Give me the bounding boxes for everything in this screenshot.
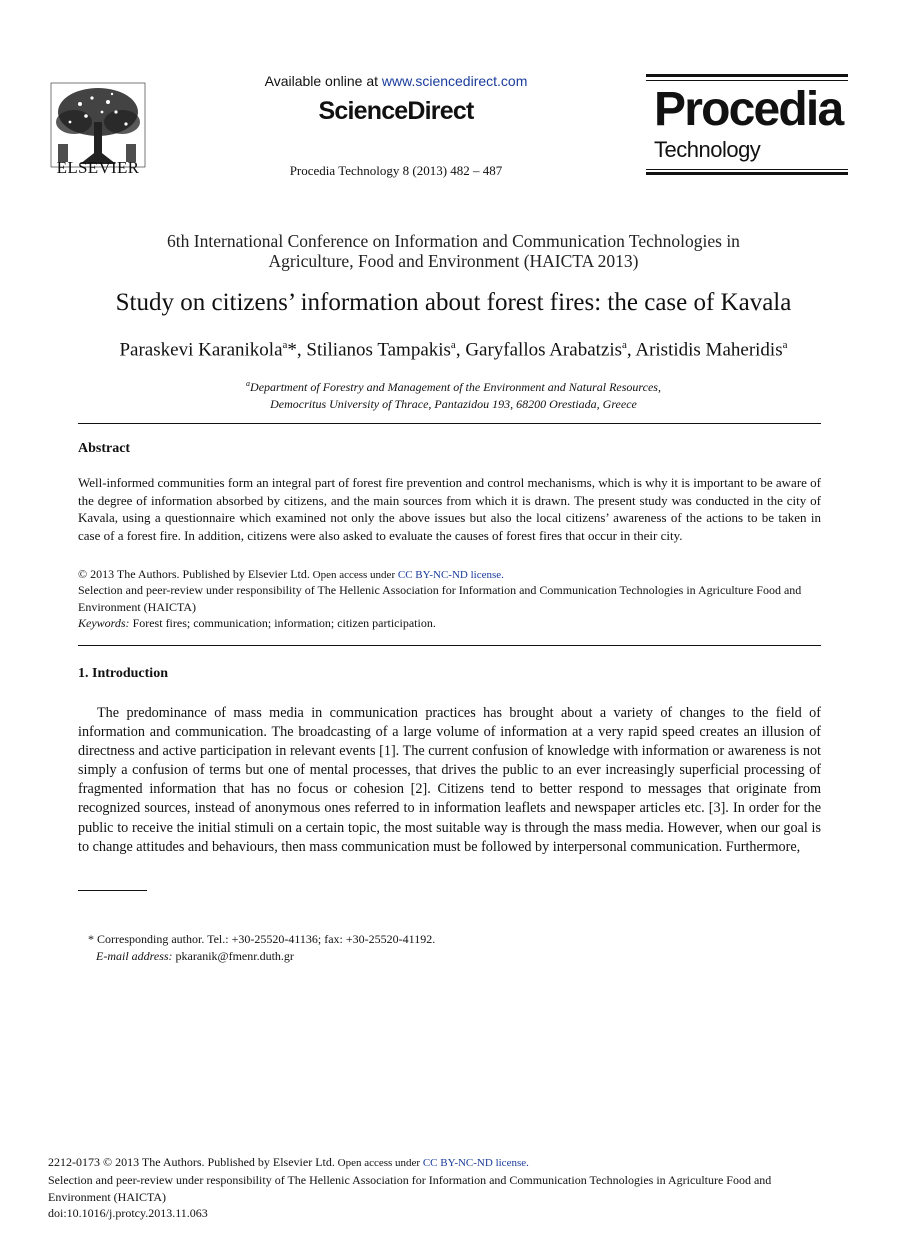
procedia-bottom-thin-bar [646, 169, 848, 170]
footer-peer-review: Selection and peer-review under responsibility of The Hellenic Association for Information and Communication Technologies in Agriculture Food and Environment (HAICTA) [48, 1172, 772, 1204]
corresponding-author-contact: * Corresponding author. Tel.: +30-25520-41136; fax: +30-25520-41192. [88, 932, 436, 946]
author-affiliation-mark: a [782, 339, 788, 351]
procedia-top-bar [646, 74, 848, 77]
introduction-text: The predominance of mass media in communication practices has brought about a variety of changes to the field of information and communication. The broadcasting of a large volume of information at a very rapid speed creates an illusion of directness and active participation in relevant events [1]. The current confusion of knowledge with information or awareness is not simply a confusion of terms but one of mental processes, that drives the public to an ever increasingly superficial processing of fragmented information that has no focus or cohesion [2]. Citizens tend to better respond to messages that originate from recognized sources, instead of anonymous ones referred to in information leaflets and newspaper articles etc. [3]. In order for the public to receive the initial stimuli on a certain topic, the most suitable way is through the mass media. However, when our goal is to change attitudes and behaviours, then mass communication must be followed by interpersonal communication. Furthermore, [78, 705, 821, 855]
author-affiliation [100, 376, 807, 412]
keywords-list: Forest fires; communication; information; citizen participation. [129, 616, 436, 630]
author-name: Stilianos Tampakis [306, 339, 451, 361]
corresponding-author-footnote [88, 931, 788, 964]
abstract-bottom-rule [78, 645, 821, 646]
keywords-line [78, 615, 821, 632]
email-label: E-mail address: [96, 948, 173, 963]
sciencedirect-url-link[interactable]: www.sciencedirect.com [381, 73, 528, 89]
author-separator: , [626, 339, 636, 361]
license-link[interactable]: CC BY-NC-ND license. [397, 569, 504, 581]
issn-copyright-line: 2212-0173 © 2013 The Authors. Published by Elsevier Ltd. Open access under CC BY-NC-ND license. [48, 1155, 529, 1169]
conference-line-2: Agriculture, Food and Environment (HAICTA 2013) [268, 251, 639, 271]
procedia-bottom-bar [646, 172, 848, 175]
abstract-top-rule [78, 423, 821, 424]
affiliation-mark: a [246, 379, 251, 388]
copyright-line: © 2013 The Authors. Published by Elsevier Ltd. Open access under CC BY-NC-ND license. [78, 567, 504, 581]
paper-title: Study on citizens’ information about forest fires: the case of Kavala [115, 289, 792, 316]
author-affiliation-mark: a [622, 339, 627, 351]
author-separator: *, [287, 339, 307, 361]
procedia-wordmark: Procedia [654, 83, 843, 136]
abstract-heading: Abstract [78, 441, 131, 456]
author-affiliation-mark: a [450, 339, 456, 351]
footer-license-link[interactable]: CC BY-NC-ND license. [422, 1157, 529, 1169]
elsevier-wordmark: ELSEVIER [56, 158, 140, 177]
author-name: Garyfallos Arabatzis [465, 339, 623, 361]
author-name: Paraskevi Karanikola [119, 339, 283, 361]
peer-review-statement: Selection and peer-review under responsibility of The Hellenic Association for Information and Communication Technologies in Agriculture Food and Environment (HAICTA) [78, 583, 802, 614]
author-affiliation-mark: a [282, 339, 288, 351]
conference-line-1: 6th International Conference on Information and Communication Technologies in [167, 231, 740, 251]
available-online-line [200, 73, 592, 89]
doi-link[interactable]: doi:10.1016/j.protcy.2013.11.063 [48, 1206, 208, 1221]
author-list [40, 339, 867, 361]
journal-citation: Procedia Technology 8 (2013) 482 – 487 [289, 163, 503, 178]
sciencedirect-wordmark: ScienceDirect [318, 97, 474, 125]
technology-wordmark: Technology [654, 137, 761, 162]
introduction-heading: 1. Introduction [78, 666, 168, 681]
available-prefix: Available online at [264, 73, 382, 89]
procedia-top-thin-bar [646, 80, 848, 81]
affiliation-line-2: Democritus University of Thrace, Pantazidou 193, 68200 Orestiada, Greece [270, 396, 637, 411]
author-name: Aristidis Maheridis [635, 339, 783, 361]
conference-name [60, 231, 847, 271]
publication-footer [48, 1154, 828, 1222]
affiliation-line-1: $^a$Department of Forestry and Management of the Environment and Natural Resources, [246, 379, 661, 394]
abstract-text: Well-informed communities form an integral part of forest fire prevention and control mechanisms, which is why it is important to be aware of the degree of information absorbed by citizens, and the main sources from which it is drawn. The present study was conducted in the city of Kavala, using a questionnaire which examined not only the above issues but also the local citizens’ awareness of the actions to be taken in case of a forest fire. In addition, citizens were also asked to evaluate the causes of forest fires that occur in their city. [78, 475, 821, 543]
procedia-journal-logo [646, 74, 848, 178]
keywords-label: Keywords: [78, 616, 130, 630]
author-separator: , [455, 339, 466, 361]
email-line [88, 948, 788, 965]
footnote-rule [78, 890, 147, 891]
email-address-link[interactable]: pkaranik@fmenr.duth.gr [172, 948, 294, 963]
